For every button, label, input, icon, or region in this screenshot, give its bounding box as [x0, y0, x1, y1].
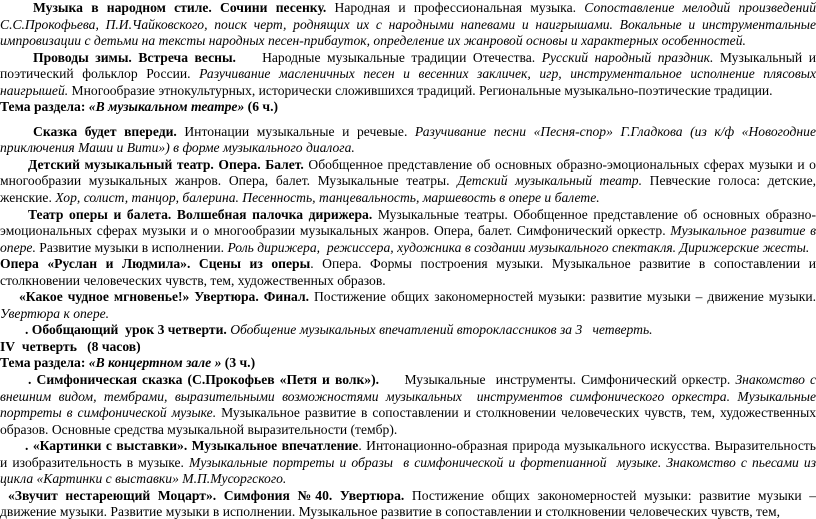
text-run-italic: Увертюра к опере.	[0, 305, 110, 321]
text-run-bold: «Звучит нестареющий Моцарт». Симфония №40. Увертюра.	[8, 487, 405, 503]
text-run-bold: Сказка будет впереди.	[33, 123, 177, 139]
text-run-bold: Опера «Руслан и Людмила». Сцены из оперы	[0, 256, 311, 272]
text-run-italic: Знакомство с внешним видом, тембрами, выразительными возможностями музыкальных инструментов симфонического оркестра. Музыкальные портреты в симфонической музыке.	[0, 372, 816, 421]
text-run-regular: Обобщенное представление об основных образно-эмоциональных сферах музыки и о многообразии музыкальных жанров. Опера, балет. Музыкальные театры.	[0, 156, 816, 189]
para-simfonicheskaya-skazka-petya-i-volk	[0, 372, 816, 438]
text-run-regular: Развитие музыки в исполнении.	[39, 239, 228, 255]
text-run-regular: Интонации музыкальные и речевые.	[176, 123, 415, 139]
text-run-italic: Обобщение музыкальных впечатлений второклассников за 3 четверть.	[230, 322, 653, 338]
text-run-bold: . Симфоническая сказка (С.Прокофьев «Петя и волк»).	[28, 372, 380, 388]
text-run-regular: Музыкальное развитие в сопоставлении и столкновении человеческих чувств, тем, художественных образов. Основные средства музыкальной выразительности (тембр).	[0, 405, 816, 437]
text-run-regular: Постижение общих закономерностей музыки: развитие музыки – движение музыки.	[309, 289, 816, 305]
text-run-bold: (6 ч.)	[244, 99, 278, 115]
text-run-regular: Многообразие этнокультурных, исторически сложившихся традиций. Региональные музыкально-поэтические традиции.	[71, 82, 773, 98]
text-run-italic: Разучивание песни «Песня-спор» Г.Гладкова (из к/ф «Новогодние приключения Маши и Вити») в форме музыкального диалога.	[0, 123, 816, 156]
text-run-bold: Проводы зимы. Встреча весны.	[33, 49, 236, 65]
text-run-bold: (3 ч.)	[221, 355, 256, 371]
text-run-bold: «Какое чудное мгновенье!» Увертюра. Финал.	[19, 289, 309, 305]
text-run-regular: Постижение общих закономерностей музыки: развитие музыки – движение музыки. Развитие музыки в исполнении. Музыкальное развитие в сопоставлении и столкновении человеческих чувств, тем,	[0, 487, 816, 519]
para-kakoe-chudnoe-mgnovene	[0, 289, 816, 322]
text-run-regular: Музыкальные театры. Обобщенное представление об основных образно-эмоциональных сферах музыки и о многообразии музыкальных жанров. Опера, балет. Симфонический оркестр.	[0, 206, 816, 239]
text-run-bold: Тема раздела:	[0, 99, 89, 115]
text-run-bold-italic: «В концертном зале »	[88, 355, 222, 371]
text-run-regular: . Опера. Формы построения музыки. Музыкальное развитие в сопоставлении и столкновении человеческих чувств, тем, художественных образов.	[0, 256, 816, 288]
para-opera-ruslan-i-lyudmila	[0, 256, 816, 289]
text-run-regular: Народные музыкальные традиции Отечества.	[235, 49, 542, 65]
text-run-italic: Музыкальные портреты и образы в симфонической и фортепианной музыке. Знакомство с пьесами из цикла «Картинки с выставки» М.П.Мусоргского.	[0, 454, 816, 487]
para-provody-zimy-vstrecha-vesny	[0, 50, 816, 100]
text-run-bold: . Обобщающий урок 3 четверти.	[25, 322, 231, 338]
text-run-italic: Разучивание масленичных песен и весенних закличек, игр, инструментальное исполнение плясовых наигрышей.	[0, 66, 816, 98]
text-run-regular: Певческие голоса: детские, женские.	[0, 173, 816, 206]
text-run-bold: Музыка в народном стиле. Сочини песенку.	[33, 0, 327, 15]
text-run-italic: Детский музыкальный театр.	[457, 173, 650, 189]
para-kartinki-s-vystavki	[0, 438, 816, 488]
text-run-bold: . «Картинки с выставки». Музыкальное впечатление	[25, 438, 359, 454]
text-run-italic: Сопоставление мелодий произведений С.С.Прокофьева, П.И.Чайковского, поиск черт, роднящих их с народными напевами и наигрышами. Вокальные и инструментальные импровизации с детьми на тексты народных песен-прибауток, определение их жанровой основы и характерных особенностей.	[0, 0, 816, 49]
text-run-regular: . Интонационно-образная природа музыкального искусства. Выразительность и изобразительность в музыке.	[0, 438, 816, 470]
text-run-italic: Музыкальное развитие в опере.	[0, 223, 816, 255]
text-run-bold: Театр оперы и балета. Волшебная палочка дирижера.	[28, 206, 373, 222]
heading-tema-razdela-v-muzykalnom-teatre	[0, 99, 816, 116]
heading-tema-razdela-v-kontsertnom-zale	[0, 355, 816, 372]
para-teatr-opery-i-baleta	[0, 207, 816, 257]
heading-iv-chetvert	[0, 339, 816, 356]
text-run-italic: Хор, солист, танцор, балерина. Песенность, танцевальность, маршевость в опере и балете.	[55, 190, 600, 206]
para-zvuchit-nestareyushchiy-motsart	[0, 488, 816, 519]
text-run-bold: Тема раздела:	[0, 355, 89, 371]
text-run-bold: IV четверть (8 часов)	[0, 338, 141, 354]
text-run-bold-italic: «В музыкальном театре»	[88, 99, 245, 115]
para-muzyka-v-narodnom-stile	[0, 0, 816, 50]
text-run-regular: Народная и профессиональная музыка.	[326, 0, 585, 15]
para-skazka-budet-vperedi	[0, 124, 816, 157]
para-obobshchayushchiy-urok-3-chetverti	[0, 322, 816, 339]
text-run-regular: Музыкальный и поэтический фольклор России.	[0, 49, 816, 82]
text-run-bold: Детский музыкальный театр. Опера. Балет.	[28, 156, 304, 172]
text-run-italic: Русский народный праздник.	[541, 49, 720, 65]
text-run-italic: Роль дирижера, режиссера, художника в создании музыкального спектакля. Дирижерские жесты.	[227, 239, 810, 255]
para-detskiy-muzykalnyy-teatr-opera-balet	[0, 157, 816, 207]
text-run-regular: Музыкальные инструменты. Симфонический оркестр.	[379, 372, 736, 388]
